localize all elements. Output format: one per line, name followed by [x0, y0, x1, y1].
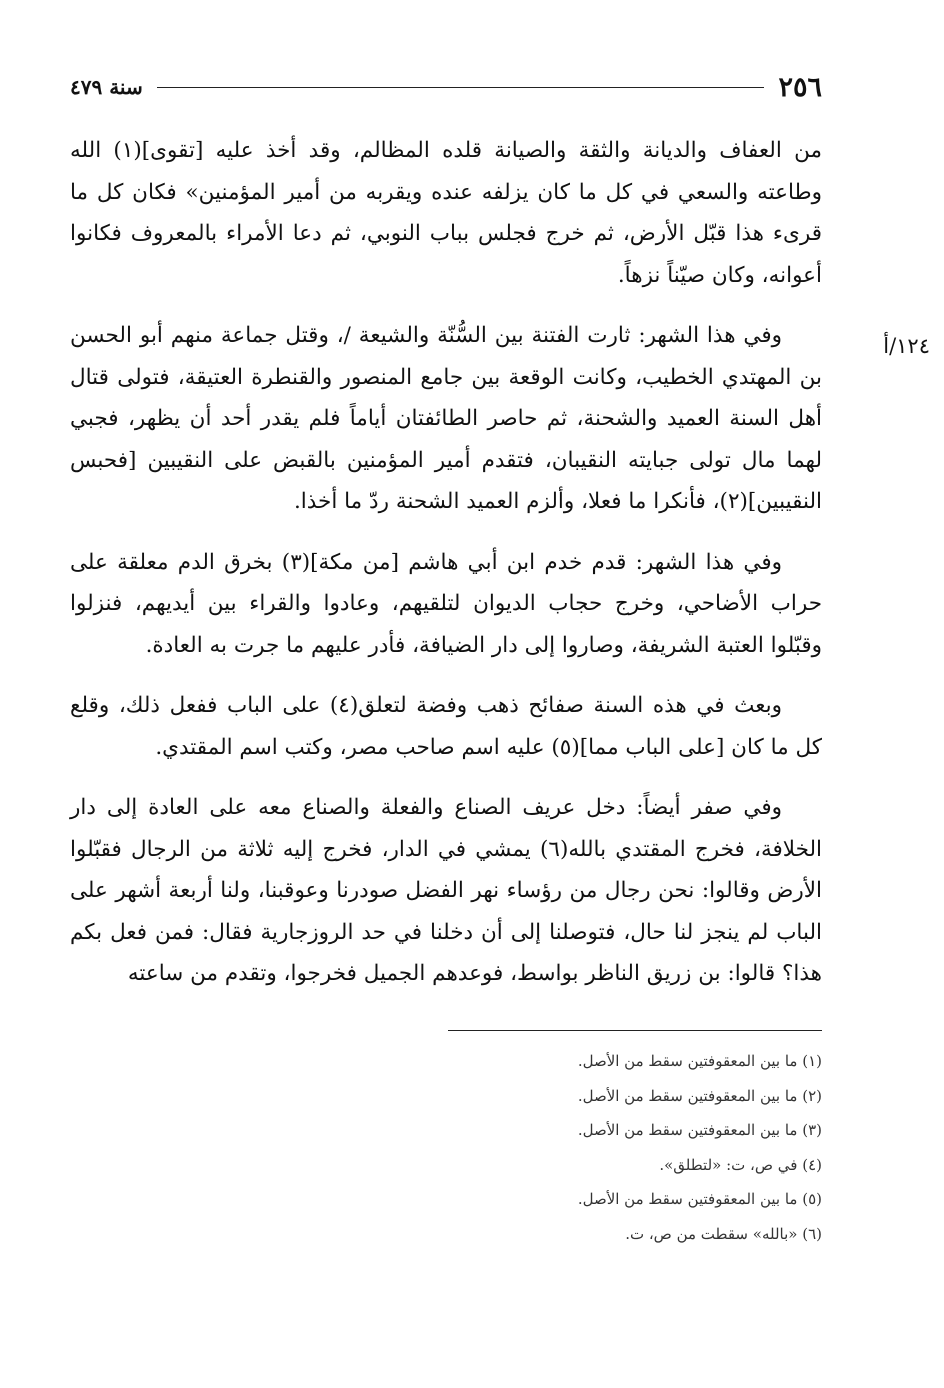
- footnote: (٥) ما بين المعقوفتين سقط من الأصل.: [577, 1190, 822, 1208]
- main-text: [70, 130, 822, 1014]
- page-number: ٢٥٦: [778, 71, 822, 103]
- folio-margin-note: ١٢٤/أ: [883, 334, 930, 358]
- paragraph: وفي هذا الشهر: قدم خدم ابن أبي هاشم [من مكة](٣) بخرق الدم معلقة على حراب الأضاحي، وخرج حجاب الديوان لتلقيهم، وعادوا والقراء بين أيديهم، فنزلوا وقبّلوا العتبة الشريفة، وصاروا إلى دار الضيافة، فأدر عليهم ما جرت به العادة.: [70, 549, 822, 658]
- paragraph: وفي هذا الشهر: ثارت الفتنة بين السُّنّة والشيعة /، وقتل جماعة منهم أبو الحسن بن المهتدي الخطيب، وكانت الوقعة بين جامع المنصور والقنطرة العتيقة، فتولى قتال أهل السنة العميد والشحنة، ثم حاصر الطائفتان أياماً فلم يقدر أحد أن يظهر، فجبي لهما مال تولى جبايته النقيبان، فتقدم أمير المؤمنين بالقبض على النقيبين [فحبس النقيبين](٢)، فأنكرا ما فعلا، وألزم العميد الشحنة ردّ ما أخذا.: [70, 323, 822, 514]
- footnote-divider: [448, 1030, 822, 1031]
- year-label: سنة ٤٧٩: [70, 75, 143, 99]
- header-rule: [157, 87, 765, 88]
- footnote: (١) ما بين المعقوفتين سقط من الأصل.: [577, 1052, 822, 1070]
- footnote: (٢) ما بين المعقوفتين سقط من الأصل.: [577, 1086, 822, 1105]
- footnote: (٦) «بالله» سقطت من ص، ت.: [625, 1224, 822, 1243]
- paragraph: وفي صفر أيضاً: دخل عريف الصناع والفعلة والصناع معه على العادة إلى دار الخلافة، فخرج المقتدي بالله(٦) يمشي في الدار، فخرج إليه ثلاثة من الرجال فقبّلوا الأرض وقالوا: نحن رجال من رؤساء نهر الفضل صودرنا وعوقبنا، ولنا أربعة أشهر على الباب لم ينجز لنا حال، فتوصلنا إلى أن دخلنا في حد الروزجارية فقال: فمن فعل بكم هذا؟ قالوا: بن زريق الناظر بواسط، فوعدهم الجميل فخرجوا، وتقدم من ساعته: [70, 795, 822, 986]
- paragraph: وبعث في هذه السنة صفائح ذهب وفضة لتعلق(٤) على الباب ففعل ذلك، وقلع كل ما كان [على الباب مما](٥) عليه اسم صاحب مصر، وكتب اسم المقتدي.: [70, 693, 822, 760]
- running-header: [70, 70, 822, 104]
- footnote: (٤) في ص، ت: «لتطلق».: [659, 1155, 822, 1174]
- paragraph: من العفاف والديانة والثقة والصيانة قلده المظالم، وقد أخذ عليه [تقوى](١) الله وطاعته والسعي في كل ما كان يزلفه عنده ويقربه من أمير المؤمنين» فكان كل ما قرىء هذا قبّل الأرض، ثم خرج فجلس بباب النوبي، ثم دعا الأمراء بالمعروف فكانوا أعوانه، وكان صيّناً نزهاً.: [70, 138, 822, 288]
- footnote: (٣) ما بين المعقوفتين سقط من الأصل.: [577, 1121, 822, 1139]
- footnotes: [420, 1044, 822, 1251]
